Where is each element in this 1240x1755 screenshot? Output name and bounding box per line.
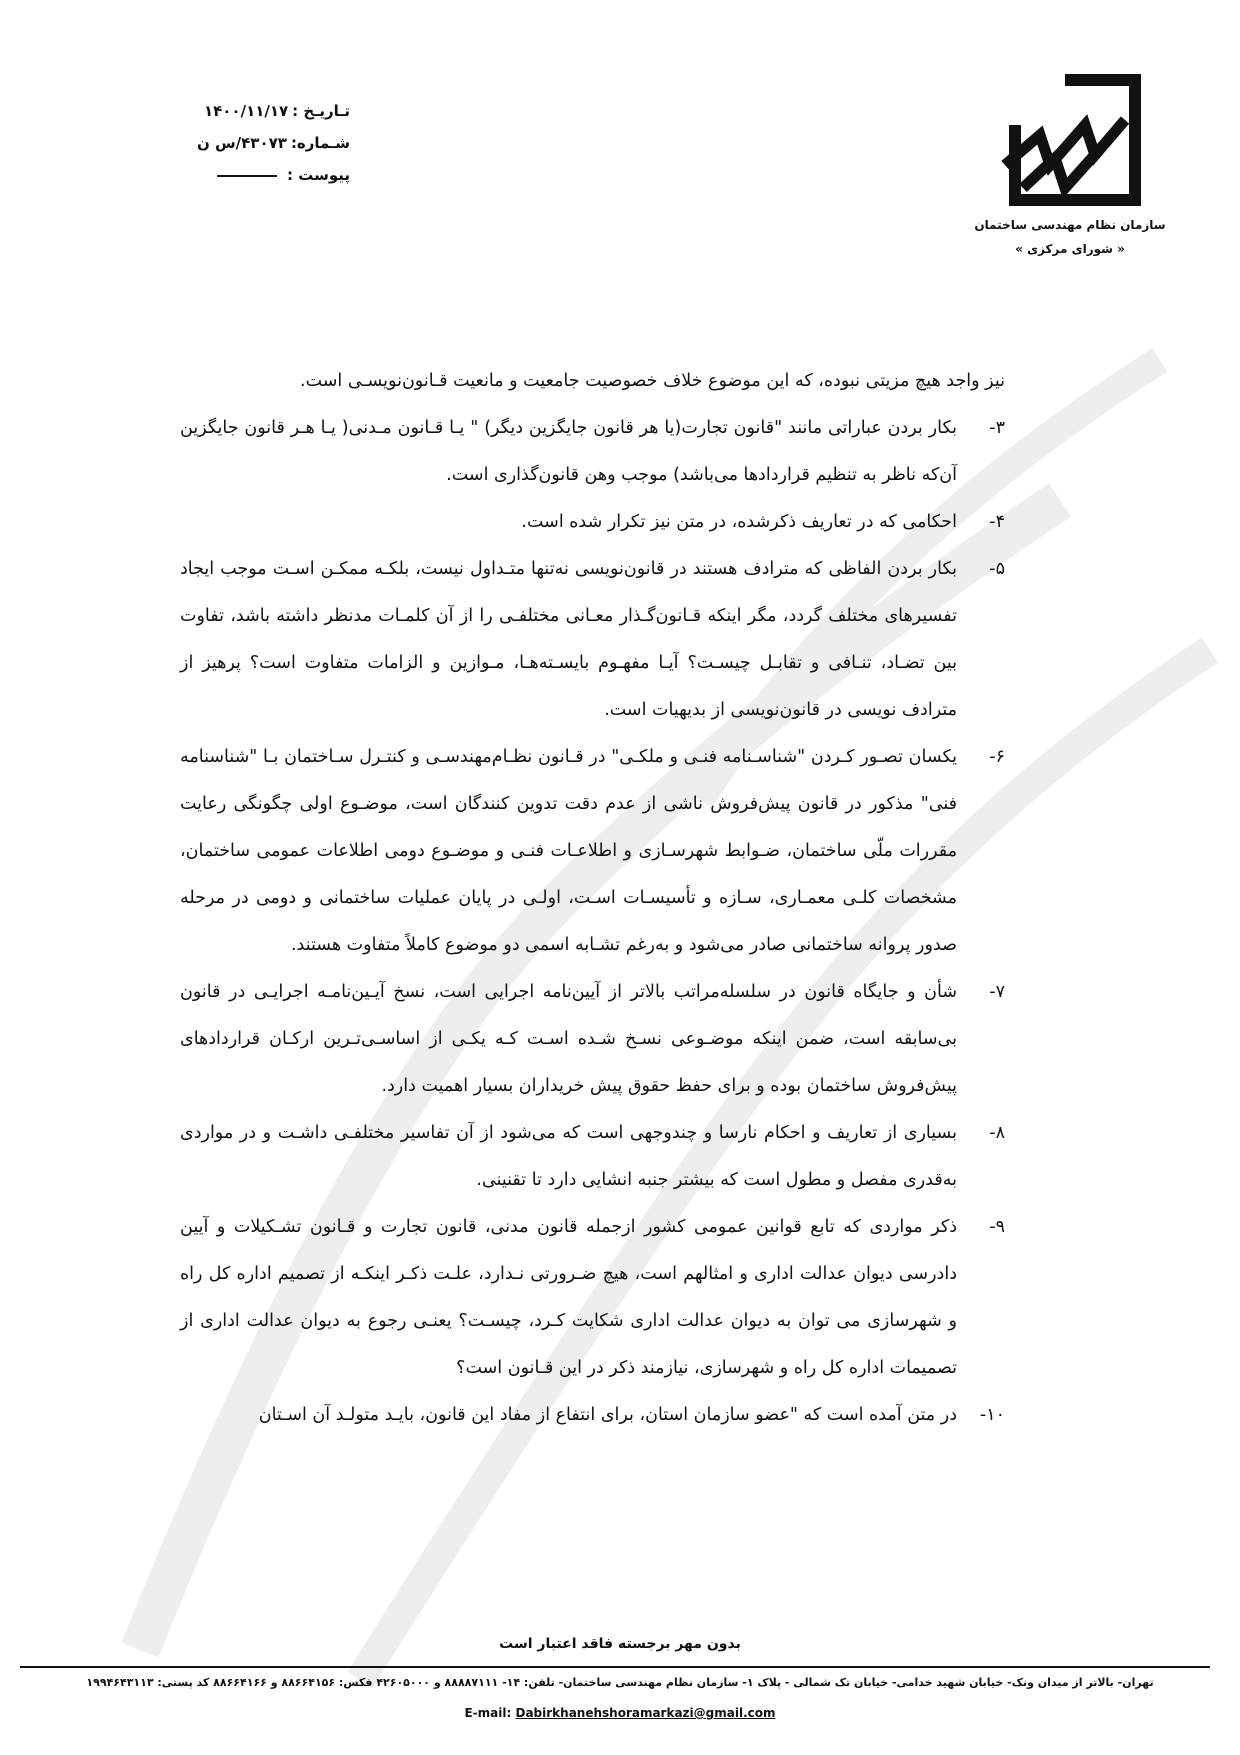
item-text: احکامی که در تعاریف ذکرشده، در متن نیز تکرار شده است. (521, 512, 957, 532)
item-number: ۵- (989, 559, 1005, 579)
org-subtitle: « شورای مرکزی » (1015, 242, 1125, 256)
org-logo-icon (995, 70, 1145, 210)
intro-paragraph: نیز واجد هیچ مزیتی نبوده، که این موضوع خلاف خصوصیت جامعیت و مانعیت قـانون‌نویسـی است. (300, 371, 1005, 391)
email-label: E-mail: (464, 1706, 512, 1720)
list-item (180, 969, 1005, 1110)
attachment-label: پیوست : (286, 166, 350, 184)
org-logo (970, 70, 1170, 258)
list-item (180, 1110, 1005, 1204)
list-item (180, 499, 1005, 546)
date-value: ۱۴۰۰/۱۱/۱۷ (203, 102, 289, 120)
list-item (180, 405, 1005, 499)
list-item (180, 546, 1005, 734)
item-text: شأن و جایگاه قانون در سلسله‌مراتب بالاتر از آیین‌نامه اجرایی است، نسخ آیـین‌نامـه اجرایـی در قانون بی‌سابقه است، ضمن اینکه موضـوعی نسـخ شـده اسـت کـه یکـی از اساسـی‌تـرین ارکـان قراردادهای پیش‌فروش ساختمان بوده و برای حفظ حقوق پیش خریداران بسیار اهمیت دارد. (180, 982, 957, 1096)
org-name: سازمان نظام مهندسی ساختمان (974, 218, 1166, 232)
item-text: در متن آمده است که "عضو سازمان استان، برای انتفاع از مفاد این قانون، بایـد متولـد آن اسـتان (258, 1405, 957, 1425)
number-label: شـماره: (290, 134, 350, 152)
list-item (180, 1392, 1005, 1439)
attachment-blank (217, 175, 277, 177)
list-item (180, 734, 1005, 969)
item-text: ذکر مواردی که تابع قوانین عمومی کشور ازجمله قانون مدنی، قانون تجارت و قـانون تشـکیلات و آیین دادرسی دیوان عدالت اداری و امثالهم است، هیچ ضـرورتی نـدارد، علـت ذکـر اینکـه از تصمیم اداره کل راه و شهرسازی می توان به دیوان عدالت اداری شکایت کـرد، چیسـت؟ یعنـی رجوع به دیوان عدالت اداری از تصمیمات اداره کل راه و شهرسازی، نیازمند ذکر در این قـانون است؟ (180, 1217, 957, 1378)
item-number: ۳- (989, 418, 1005, 438)
item-text: بسیاری از تعاریف و احکام نارسا و چندوجهی است که می‌شود از آن تفاسیر مختلفـی داشـت و در مواردی به‌قدری مفصل و مطول است که بیشتر جنبه انشایی دارد تا تقنینی. (180, 1123, 957, 1190)
item-number: ۴- (989, 512, 1005, 532)
item-number: ۸- (989, 1123, 1005, 1143)
number-row (180, 127, 350, 159)
date-label: تـاریـخ : (292, 102, 350, 120)
email-link[interactable]: Dabirkhanehshoramarkazi@gmail.com (515, 1706, 776, 1720)
item-text: بکار بردن الفاظی که مترادف هستند در قانون‌نویسی نه‌تنها متـداول نیست، بلکـه ممکـن اسـت موجب ایجاد تفسیرهای مختلف گردد، مگر اینکه قـانون‌گـذار معـانی مختلفـی را از آن کلمـات مدنظر داشته باشد، تفاوت بین تضـاد، تنـافی و تقابـل چیسـت؟ آیـا مفهـوم بایسـته‌هـا، مـوازین و الزامات متفاوت است؟ پرهیز از مترادف نویسی در قانون‌نویسی از بدیهیات است. (180, 559, 957, 720)
letter-body (180, 358, 1005, 1439)
attachment-row (180, 159, 350, 191)
item-number: ۱۰- (979, 1405, 1005, 1425)
item-number: ۷- (989, 982, 1005, 1002)
footer-divider (20, 1666, 1210, 1668)
letter-meta (180, 95, 350, 191)
list-item (180, 1204, 1005, 1392)
item-number: ۹- (989, 1217, 1005, 1237)
footer-email (0, 1706, 1240, 1720)
date-row (180, 95, 350, 127)
item-text: بکار بردن عباراتی مانند "قانون تجارت(یا هر قانون جایگزین دیگر) " یـا قـانون مـدنی( یـا هـر قانون جایگزین آن‌که ناظر به تنظیم قراردادها می‌باشد) موجب وهن قانون‌گذاری است. (180, 418, 957, 485)
number-value: ۴۳۰۷۳/س ن (196, 134, 287, 152)
validity-note: بدون مهر برجسته فاقد اعتبار است (499, 1636, 741, 1652)
item-number: ۶- (989, 747, 1005, 767)
footer-address: تهران- بالاتر از میدان ونک- خیابان شهید خدامی- خیابان تک شمالی - پلاک ۱- سازمان نظام مهندسی ساختمان- تلفن: ۱۴- ۸۸۸۸۷۱۱۱ و ۴۲۶۰۵۰۰۰ فکس: ۸۸۶۶۴۱۵۶ و ۸۸۶۶۴۱۶۶ کد پستی: ۱۹۹۴۶۴۳۱۱۳ (86, 1676, 1154, 1689)
item-text: یکسان تصـور کـردن "شناسـنامه فنـی و ملکـی" در قـانون نظـام‌مهندسـی و کنتـرل سـاختمان بـا "شناسنامه فنی" مذکور در قانون پیش‌فروش ناشی از عدم دقت تدوین کنندگان است، موضـوع اولی چگونگی رعایت مقررات ملّی ساختمان، ضـوابط شهرسـازی و اطلاعـات فنـی و موضـوع دومی اطلاعات عمومی ساختمان، مشخصات کلـی معمـاری، سـازه و تأسیسـات اسـت، اولـی در پایان عملیات ساختمانی و دومی در مرحله صدور پروانه ساختمانی صادر می‌شود و به‌رغم تشـابه اسمی دو موضوع کاملاً متفاوت هستند. (180, 747, 957, 955)
